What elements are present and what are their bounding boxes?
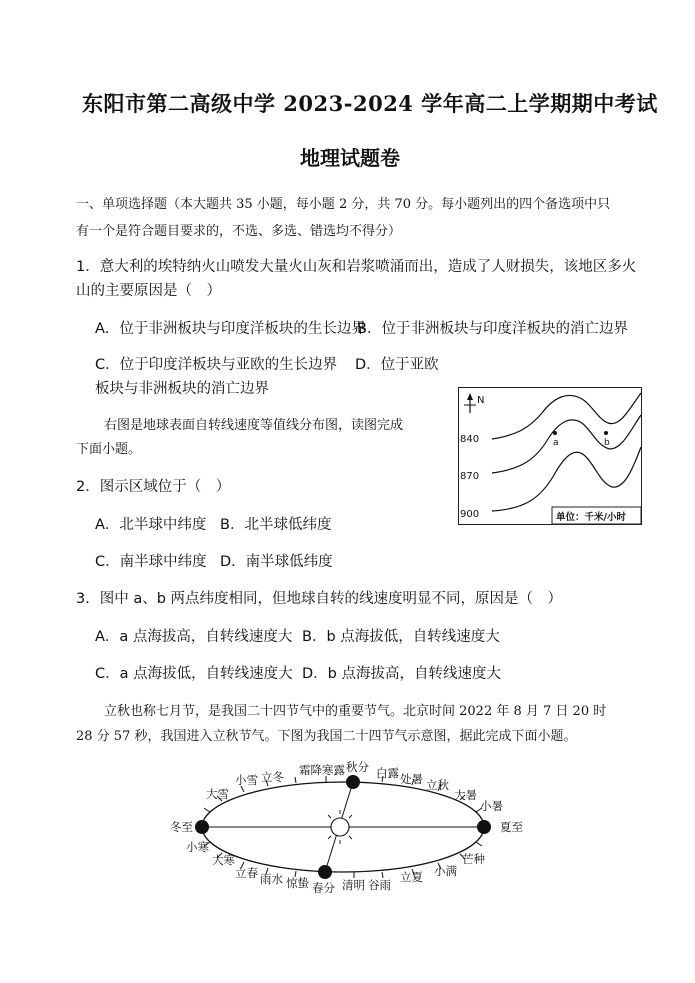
page-title: 东阳市第二高级中学 2023-2024 学年高二上学期期中考试	[82, 91, 658, 116]
earth-xiazhi-marker	[477, 820, 491, 834]
earth-qiufen-marker	[346, 775, 360, 789]
point-a-marker	[553, 431, 557, 435]
term-xiazhi: 夏至	[500, 820, 523, 834]
contour-label-870: 870	[460, 471, 480, 482]
term-daxue: 大雪	[206, 787, 229, 801]
section-instructions-line2: 有一个是符合题目要求的，不选、多选、错选均不得分）	[76, 224, 402, 239]
term-dongzhi: 冬至	[170, 820, 193, 834]
point-b-marker	[604, 431, 608, 435]
term-yushui: 雨水	[260, 872, 283, 886]
contour-label-840: 840	[460, 434, 480, 445]
term-qingming: 清明	[342, 878, 365, 892]
term-bailu: 白露	[376, 766, 399, 780]
term-chunfen: 春分	[312, 881, 335, 895]
q1-option-c: C．位于印度洋板块与亚欧的生长边界	[95, 357, 338, 373]
q1-option-a: A．位于非洲板块与印度洋板块的生长边界	[95, 321, 366, 337]
q3-stem: 3．图中 a、b 两点纬度相同，但地球自转的线速度明显不同，原因是（ ）	[76, 591, 563, 607]
rotation-velocity-contour-map	[458, 387, 642, 525]
section-instructions-line1: 一、单项选择题（本大题共 35 小题，每小题 2 分，共 70 分。每小题列出的四个备选项中只	[76, 197, 611, 212]
q1-stem-line1: 1．意大利的埃特纳火山喷发大量火山灰和岩浆喷涌而出，造成了人财损失，该地区多火	[76, 259, 637, 275]
term-jingzhe: 惊蛰	[286, 876, 309, 890]
q3-option-c: C．a 点海拔低，自转线速度大	[95, 666, 293, 682]
q1-stem-line2: 山的主要原因是（ ）	[76, 283, 221, 299]
q3-option-a: A．a 点海拔高，自转线速度大	[95, 629, 293, 645]
term-qiufen: 秋分	[346, 760, 369, 774]
earth-dongzhi-marker	[195, 820, 209, 834]
unit-label: 单位：千米/小时	[556, 512, 626, 523]
term-lidong: 立冬	[261, 770, 284, 784]
term-chushu: 处暑	[400, 772, 423, 786]
q1-option-d-line2: 板块与非洲板块的消亡边界	[95, 381, 269, 397]
north-label: N	[477, 395, 485, 406]
solar-terms-diagram	[160, 755, 540, 895]
q3-option-b: B．b 点海拔低，自转线速度大	[302, 629, 500, 645]
term-lichun: 立春	[235, 866, 258, 880]
q2-option-d: D．南半球低纬度	[220, 554, 333, 570]
term-liqiu: 立秋	[426, 778, 449, 792]
term-dashu: 大暑	[454, 788, 477, 802]
point-b-label: b	[604, 438, 610, 448]
term-shuangjiang: 霜降	[299, 763, 322, 777]
solar-terms-intro-line1: 立秋也称七月节，是我国二十四节气中的重要节气。北京时间 2022 年 8 月 7 日 20 时	[104, 704, 607, 719]
q2-option-c: C．南半球中纬度	[95, 554, 207, 570]
q1-option-b: B．位于非洲板块与印度洋板块的消亡边界	[357, 321, 628, 337]
point-a-label: a	[553, 438, 559, 448]
term-xiaoxue: 小雪	[235, 773, 258, 787]
q2-option-a: A．北半球中纬度	[95, 517, 207, 533]
term-mangzhong: 芒种	[462, 852, 485, 866]
term-xiaohan: 小寒	[186, 840, 209, 854]
term-dahan: 大寒	[212, 853, 235, 867]
earth-chunfen-marker	[318, 865, 332, 879]
term-lixia: 立夏	[400, 870, 423, 884]
term-guyu: 谷雨	[368, 878, 391, 892]
map-intro-line2: 下面小题。	[76, 442, 142, 457]
q2-option-b: B．北半球低纬度	[220, 517, 332, 533]
page-subtitle: 地理试题卷	[300, 146, 400, 170]
contour-label-900: 900	[460, 509, 480, 520]
q1-option-d-line1: D．位于亚欧	[355, 357, 439, 373]
solar-terms-intro-line2: 28 分 57 秒，我国进入立秋节气。下图为我国二十四节气示意图，据此完成下面小题。	[76, 729, 577, 744]
map-intro-line1: 右图是地球表面自转线速度等值线分布图，读图完成	[104, 418, 404, 433]
term-xiaoman: 小满	[434, 864, 457, 878]
term-hanlu: 寒露	[322, 763, 345, 777]
term-xiaoshu: 小暑	[480, 799, 503, 813]
q2-stem: 2．图示区域位于（ ）	[76, 479, 231, 495]
map-frame	[459, 388, 642, 525]
q3-option-d: D．b 点海拔高，自转线速度大	[302, 666, 501, 682]
